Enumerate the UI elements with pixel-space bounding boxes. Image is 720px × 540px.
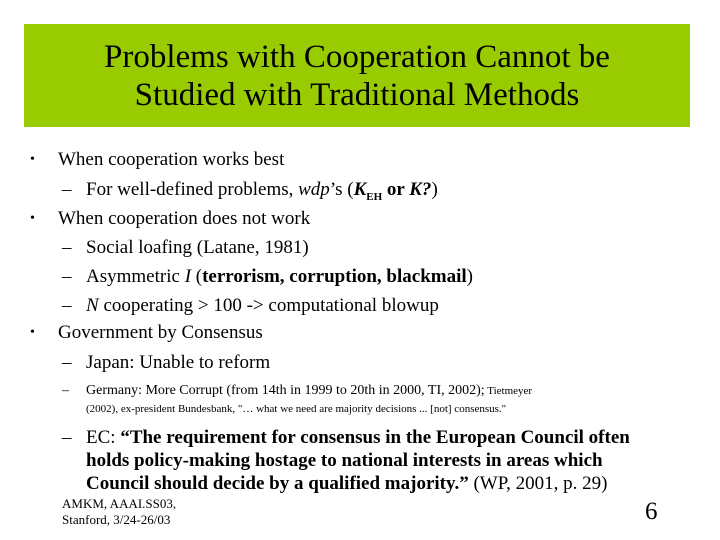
- dash-marker: –: [62, 383, 69, 398]
- footer-credit: [62, 496, 176, 528]
- sub-bullet-japan: – Japan: Unable to reform: [62, 352, 271, 373]
- footer-line-1: AMKM, AAAI.SS03,: [62, 496, 177, 511]
- slide-title: [104, 38, 610, 114]
- page-number: 6: [645, 498, 658, 525]
- dash-marker: –: [62, 237, 72, 258]
- ec-line-1: – EC: “The requirement for consensus in the European Council often: [62, 427, 630, 448]
- bullet-dot-1: •: [30, 152, 35, 167]
- title-line-1: Problems with Cooperation Cannot be: [104, 38, 610, 75]
- footer-line-2: Stanford, 3/24-26/03: [62, 512, 171, 527]
- sub-bullet-asymmetric: – Asymmetric I (terrorism, corruption, blackmail): [62, 266, 473, 287]
- bullet-dot-2: •: [30, 211, 35, 226]
- title-banner: [24, 24, 690, 127]
- ec-line-2: holds policy-making hostage to national interests in areas which: [86, 450, 603, 471]
- sub-bullet-social-loafing: – Social loafing (Latane, 1981): [62, 237, 309, 258]
- germany-continuation: (2002), ex-president Bundesbank, "… what we need are majority decisions ... [not] consensus.": [86, 403, 507, 415]
- sub-bullet-germany: – Germany: More Corrupt (from 14th in 1999 to 20th in 2000, TI, 2002); Tietmeyer: [62, 383, 533, 398]
- bullet-3-text: Government by Consensus: [58, 322, 263, 343]
- bullet-dot-3: •: [30, 325, 35, 340]
- dash-marker: –: [62, 266, 72, 287]
- sub-bullet-ec: [62, 426, 682, 495]
- title-line-2: Studied with Traditional Methods: [134, 76, 580, 113]
- bullet-1-text: When cooperation works best: [58, 149, 285, 170]
- sub-bullet-wdp: – For well-defined problems, wdp’s ($K_{EH}$ or K?): [62, 179, 438, 203]
- dash-marker: –: [62, 352, 72, 373]
- bullet-2-text: When cooperation does not work: [58, 208, 311, 229]
- dash-marker: –: [62, 427, 72, 448]
- ec-line-3: Council should decide by a qualified majority.” (WP, 2001, p. 29): [86, 473, 608, 494]
- dash-marker: –: [62, 295, 72, 316]
- sub-bullet-n-cooperating: – N cooperating > 100 -> computational blowup: [62, 295, 439, 316]
- dash-marker: –: [62, 179, 72, 200]
